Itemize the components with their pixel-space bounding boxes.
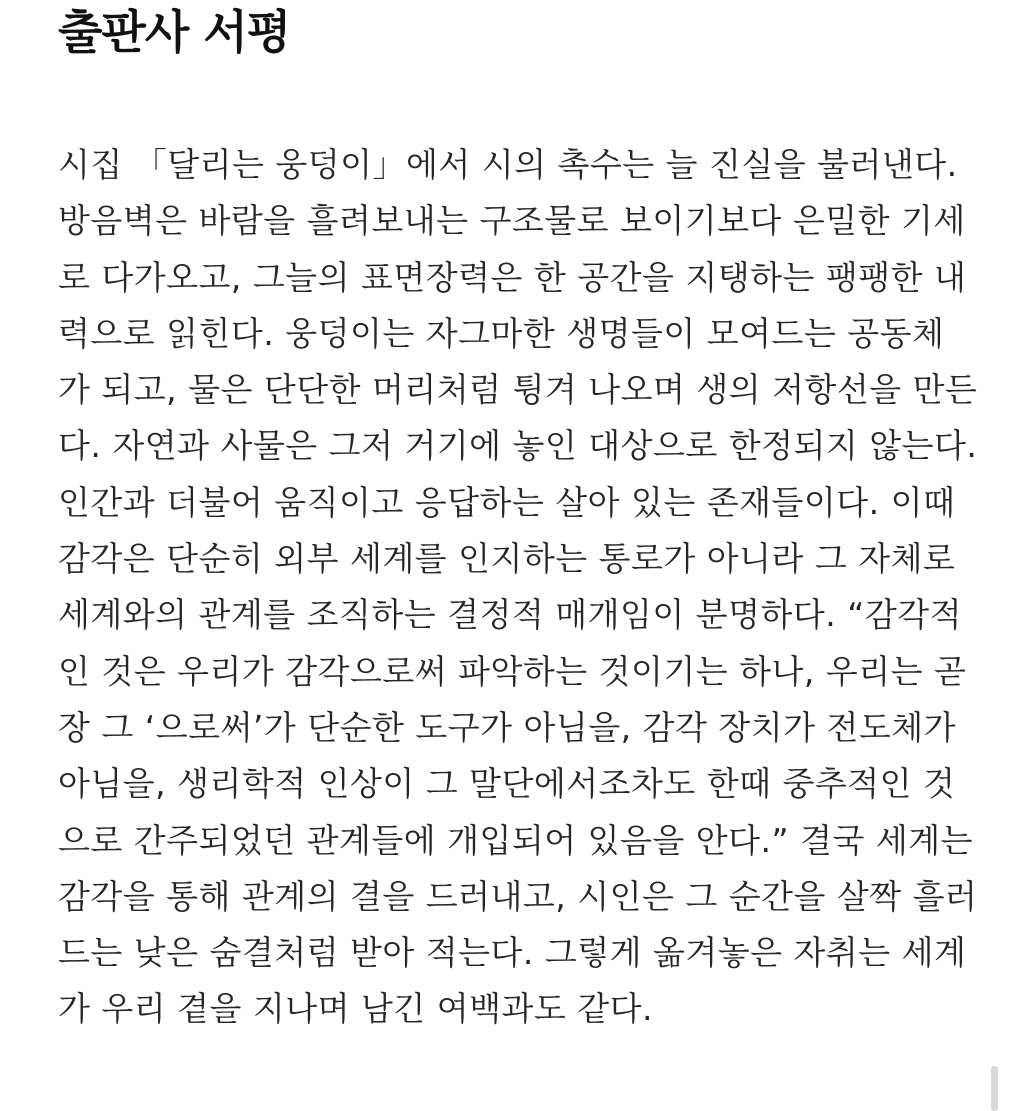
review-body xyxy=(58,137,978,1038)
body-line: 가 되고, 물은 단단한 머리처럼 튕겨 나오며 생의 저항선을 만든 xyxy=(58,370,978,410)
body-line: 가 우리 곁을 지나며 남긴 여백과도 같다. xyxy=(58,989,653,1029)
body-line: 방음벽은 바람을 흘려보내는 구조물로 보이기보다 은밀한 기세 xyxy=(58,201,966,241)
body-line: 드는 낮은 숨결처럼 받아 적는다. 그렇게 옮겨놓은 자취는 세계 xyxy=(58,933,967,973)
body-line: 인 것은 우리가 감각으로써 파악하는 것이기는 하나, 우리는 곧 xyxy=(58,651,967,691)
body-line: 감각은 단순히 외부 세계를 인지하는 통로가 아니라 그 자체로 xyxy=(58,539,956,579)
body-line: 으로 간주되었던 관계들에 개입되어 있음을 안다.” 결국 세계는 xyxy=(58,820,973,860)
body-line: 세계와의 관계를 조직하는 결정적 매개임이 분명하다. “감각적 xyxy=(58,595,962,635)
body-line: 력으로 읽힌다. 웅덩이는 자그마한 생명들이 모여드는 공동체 xyxy=(58,313,945,353)
body-line: 장 그 ‘으로써’가 단순한 도구가 아님을, 감각 장치가 전도체가 xyxy=(58,707,956,747)
body-line: 로 다가오고, 그늘의 표면장력은 한 공간을 지탱하는 팽팽한 내 xyxy=(58,257,967,297)
body-line: 감각을 통해 관계의 결을 드러내고, 시인은 그 순간을 살짝 흘러 xyxy=(58,876,978,916)
scrollbar-thumb[interactable] xyxy=(991,1066,998,1111)
body-line: 인간과 더불어 움직이고 응답하는 살아 있는 존재들이다. 이때 xyxy=(58,482,956,522)
body-line: 아님을, 생리학적 인상이 그 말단에서조차도 한때 중추적인 것 xyxy=(58,764,956,804)
body-line: 시집 「달리는 웅덩이」에서 시의 촉수는 늘 진실을 불러낸다. xyxy=(58,145,958,184)
body-line: 다. 자연과 사물은 그저 거기에 놓인 대상으로 한정되지 않는다. xyxy=(58,426,978,466)
page-title: 출판사 서평 xyxy=(58,5,291,59)
